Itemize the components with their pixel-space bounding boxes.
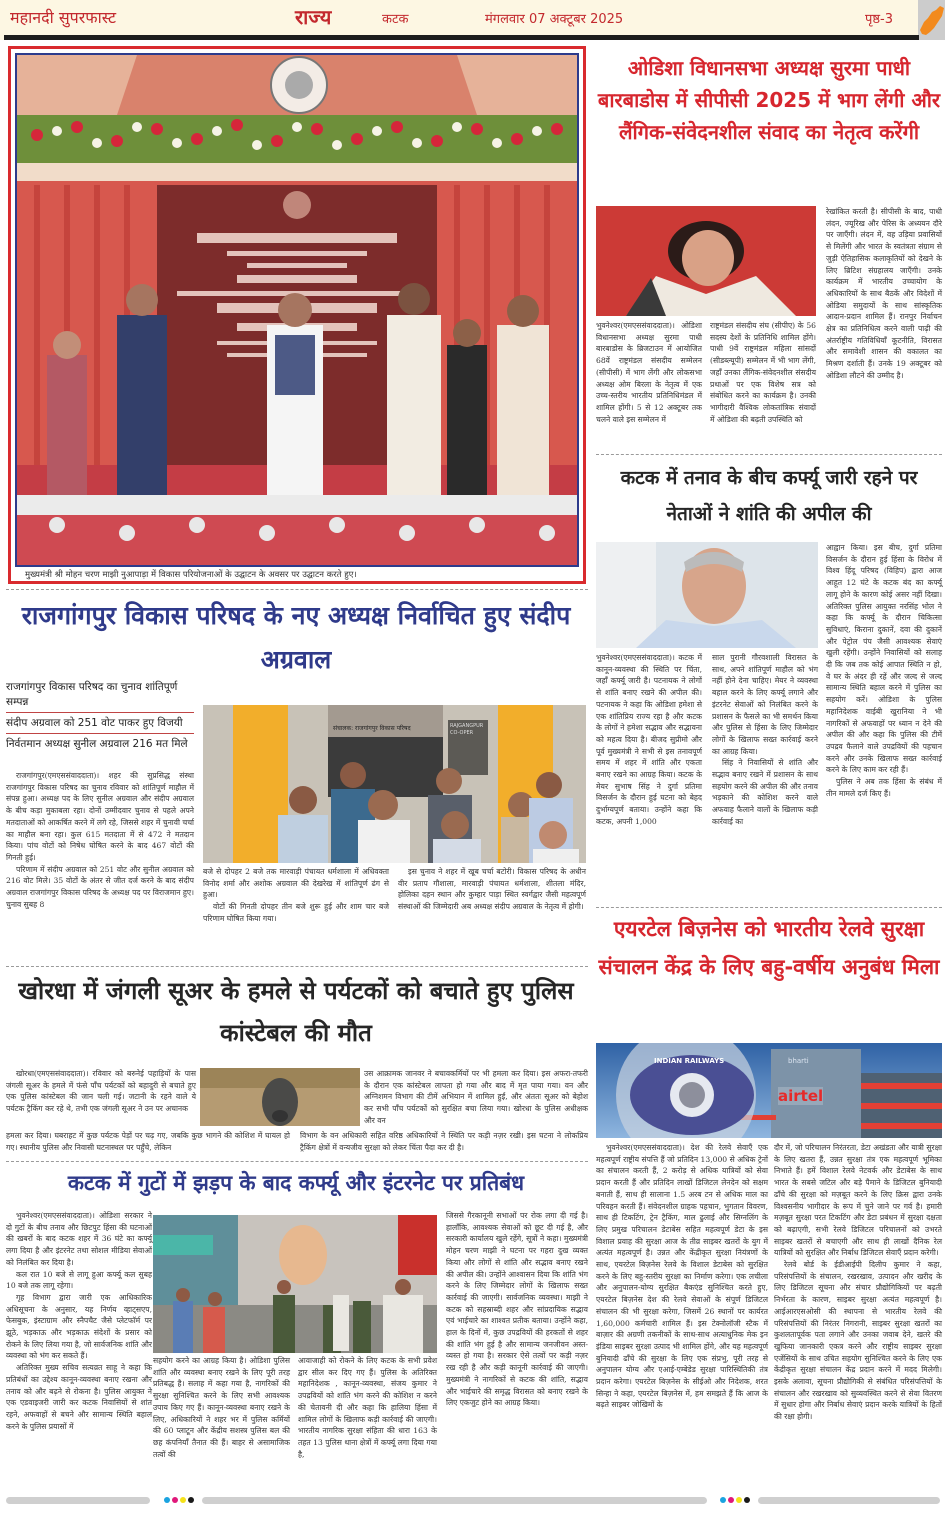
black-mark-icon [744,1497,750,1503]
paragraph: दौर में, जो परिचालन निरंतरता, डेटा अखंडता और यात्री सुरक्षा के लिए खतरा हैं, उन्नत सुरक्षा तंत्र एक महत्वपूर्ण भूमिका निभाते हैं। हमें विशाल रेलवे नेटवर्क और डेटाबेस के साथ भारत के सबसे जटिल और बड़े पैमाने के डिजिटल बुनियादी ढाँचे की सुरक्षा को मज़बूत करने के लिए क्रिस द्वारा उनके विश्वसनीय भागीदार के रूप में चुने जाने पर गर्व है। हमारी मज़बूत सुरक्षा परत टिकटिंग और डेटा प्रबंधन में सुरक्षा दक्षता को बढ़ाएगी, सभी रेलवे डिजिटल परिचालनों को उभरते साइबर खतरों से बचाएगी और साथ ही लाखों दैनिक रेल यात्रियों को सुरक्षित और निर्बाध डिजिटल सेवाएँ प्रदान करेगी। [774,1143,942,1258]
rajgangpur-headline: राजगांगपुर विकास परिषद के नए अध्यक्ष निर्वाचित हुए संदीप अग्रवाल [21,601,571,674]
paper-name: महानदी सुपरफास्ट [10,8,117,27]
section-name: राज्य [295,5,332,29]
issue-date: मंगलवार 07 अक्टूबर 2025 [485,12,624,27]
odisha-map-icon [918,0,945,40]
curfew-photo [153,1215,437,1353]
rajgangpur-subheads [6,680,194,754]
black-mark-icon [188,1497,194,1503]
cyan-mark-icon [720,1497,726,1503]
lead-photo-frame [8,46,586,584]
lead-photo-caption: मुख्यमंत्री श्री मोहन चरण माझी नुआपाड़ा में विकास परियोजनाओं के उद्घाटन के अवसर पर उद्घाटन करते हुए। [25,570,357,580]
curfew-col-4: जिससे गैरकानूनी सभाओं पर रोक लगा दी गई है। हालाँकि, आवश्यक सेवाओं को छूट दी गई है, और सरकारी कार्यालय खुले रहेंगे, सूत्रों ने कहा। मुख्यमंत्री मोहन चरण माझी ने घटना पर गहरा दुख व्यक्त किया और लोगों से शांति और सद्भाव बनाए रखने की अपील की। उन्होंने आश्वासन दिया कि शांति भंग करने के लिए जिम्मेदार लोगों के खिलाफ सख्त कार्रवाई की जाएगी। सार्वजनिक व्यवस्था। माझी ने कटक को सहस्राब्दी शहर और सांप्रदायिक सद्भाव एवं भाईचारे का शाश्वत प्रतीक बताया। उन्होंने कहा, हाल के दिनों में, कुछ उपद्रवियों की हरकतों से शहर की शांति भंग हुई है और सामान्य जनजीवन अस्त-व्यस्त हो गया है। सरकार ऐसे तत्वों पर कड़ी नज़र रख रही है और कड़ी कानूनी कार्रवाई की जाएगी। मुख्यमंत्री ने नागरिकों से कटक की शांति, सद्भाव और भाईचारे की समृद्ध विरासत को बनाए रखने के लिए एकजुट होने का आग्रह किया। [446,1211,588,1408]
cuttack-appeal-col-2a [712,652,818,828]
khordha-headline: खोरधा में जंगली सूअर के हमले से पर्यटकों को बचाते हुए पुलिस कांस्टेबल की मौत [18,977,574,1047]
paragraph: बजे से दोपहर 2 बजे तक मारवाड़ी पंचायत धर्मशाला में अधिवक्ता विनोद शर्मा और अशोक अग्रवाल की देखरेख में शांतिपूर्ण ढंग से हुआ। [203,867,389,900]
page-number: पृष्ठ-3 [865,12,894,27]
paragraph: पुलिस ने अब तक हिंसा के संबंध में तीन मामले दर्ज किए हैं। [826,777,942,798]
indian-railways-logo-text: INDIAN RAILWAYS [654,1057,725,1065]
magenta-mark-icon [728,1497,734,1503]
photo-board-text: RAJGANGPUR CO-OPER [450,723,484,736]
divider [6,589,588,590]
airtel-col-2 [774,1142,942,1423]
subhead-1: राजगांगपुर विकास परिषद का चुनाव शांतिपूर्ण सम्पन्न [6,680,194,713]
cuttack-appeal-col-3 [826,542,942,799]
paragraph: उस आक्रामक जानवर ने बचावकर्मियों पर भी हमला कर दिया। इस अफरा-तफरी के दौरान एक कांस्टेबल लापता हो गया और बाद में मृत पाया गया। वन और अग्निशमन विभाग की टीमें अभियान में शामिल हुईं, और अंततः सूअर को बेहोश कर सभी पाँच पर्यटकों को सुरक्षित बचा लिया गया। खोरधा के पुलिस अधीक्षक और वन [364,1069,588,1125]
khordha-col-2-wide: विभाग के वन अधिकारी सहित वरिष्ठ अधिकारियों ने स्थिति पर कड़ी नज़र रखी। इस घटना ने लोकप्रिय ट्रैकिंग क्षेत्रों में वन्यजीव सुरक्षा को लेकर चिंता पैदा कर दी है। [300,1131,588,1152]
paragraph: राजगांगपुर(एमएससंवाददाता)। शहर की सुप्रसिद्ध संस्था राजगांगपुर विकास परिषद का चुनाव रविवार को शांतिपूर्ण माहौल में संपन्न हुआ। अध्यक्ष पद के लिए सुनील अग्रवाल और संदीप अग्रवाल के बीच कड़ा मुकाबला रहा। दोनों उम्मीदवार चुनाव से पहले अपने मतदाताओं को आकर्षित करने में लगे रहे, जिससे शहर में चुनावी चर्चा का माहौल बना रहा। कुल 615 मतदाता में से 472 ने मतदान किया। पांच वोटों को निषेध घोषित करने के बाद 467 वोटों की गिनती हुई। [6,771,194,862]
paragraph: परिणाम में संदीप अग्रवाल को 251 वोट और सुनील अग्रवाल को 216 वोट मिले। 35 वोटों के अंतर से जीत दर्ज करने के बाद संदीप अग्रवाल राजगांगपुर विकास परिषद के अध्यक्ष पद पर विराजमान हुए। चुनाव सुबह 8 [6,864,194,909]
speaker-headline: ओडिशा विधानसभा अध्यक्ष सुरमा पाधी बारबाडोस में सीपीसी 2025 में भाग लेंगी और लैंगिक-संवेदनशील संवाद का नेतृत्व करेंगी [597,56,941,144]
paragraph: कल रात 10 बजे से लागू हुआ कर्फ्यू कल सुबह 10 बजे तक लागू रहेगा। [6,1269,152,1291]
boar-photo [200,1068,360,1126]
curfew-col-1 [6,1210,152,1432]
photo-sign-text: संचालक: राजगांगपुर विकास परिषद [333,725,411,732]
khordha-col-1 [6,1068,196,1115]
cyan-mark-icon [164,1497,170,1503]
masthead [0,0,945,40]
paragraph: खोरधा(एमएससंवाददाता)। रविवार को बरुनेई पहाड़ियों के पास जंगली सूअर के हमले में फंसे पाँच पर्यटकों को बहादुरी से बचाते हुए एक पुलिस कांस्टेबल की जान चली गई। जटानी के रहने वाले ये पर्यटक ट्रैकिंग कर रहे थे, तभी एक जंगली सूअर ने उन पर अचानक [6,1069,196,1114]
paragraph: भुवनेश्वर(एमएससंवाददाता)। ओडिशा सरकार ने दो गुटों के बीच तनाव और छिटपुट हिंसा की घटनाओं की खबरों के बाद कटक शहर में 36 घंटे का कर्फ्यू लगा दिया है और इंटरनेट तथा सोशल मीडिया सेवाओं को निलंबित कर दिया है। [6,1211,152,1267]
rajgangpur-photo [203,705,586,863]
paragraph: साल पुरानी गौरवशाली विरासत के साथ, अपने शांतिपूर्ण माहौल को भंग नहीं होने देना चाहिए। मेयर ने व्यवस्था बहाल करने के लिए कर्फ्यू लगाने और इंटरनेट सेवाओं को निलंबित करने के प्रशासन के फैसले का भी समर्थन किया और पुलिस से हिंसा के लिए जिम्मेदार लोगों के खिलाफ सख्त कार्रवाई करने का आग्रह किया। [712,653,818,756]
yellow-mark-icon [736,1497,742,1503]
khordha-col-1-wide: हमला कर दिया। घबराहट में कुछ पर्यटक पेड़ों पर चढ़ गए, जबकि कुछ भागने की कोशिश में घायल हो गए। स्थानीय पुलिस और निवासी घटनास्थल पर पहुँचे, लेकिन [6,1131,290,1152]
paragraph: इस चुनाव ने शहर में खूब चर्चा बटोरी। विकास परिषद के अधीन वीर प्रताप गौशाला, मारवाड़ी पंचायत धर्मशाला, शीतला मंदिर, होलिका दहन स्थान और कुम्हार पाड़ा स्थित स्वर्गद्वार जैसी महत्वपूर्ण संस्थाओं की जिम्मेदारी अब अध्यक्ष संदीप अग्रवाल के नेतृत्व में होगी। [398,867,586,912]
cuttack-appeal-col-1: भुवनेश्वर(एमएससंवाददाता)। कटक में कानून-व्यवस्था की स्थिति पर चिंता, जहाँ कर्फ्यू जारी है। पटनायक ने लोगों से शांति बनाए रखने की अपील की। पटनायक ने कहा कि ओडिशा हमेशा से एक शांतिप्रिय राज्य रहा है और कटक के लोगों ने हमेशा सद्भाव और सद्भावना को महत्व दिया है। बीजद सुप्रीमो और पूर्व मुख्यमंत्री ने सभी से इस तनावपूर्ण समय में शहर में शांति और एकता बनाए रखने का आग्रह किया। कटक के मेयर सुभाष सिंह ने दुर्गा प्रतिमा विसर्जन के दौरान हुई घटना को बेहद दुर्भाग्यपूर्ण बताया। उन्होंने कहा कि कटक, अपनी 1,000 [596,653,702,826]
registration-marks [720,1497,750,1503]
curfew-col-2: सहयोग करने का आग्रह किया है। ओडिशा पुलिस शांति और व्यवस्था बनाए रखने के लिए पूरी तरह प्रतिबद्ध है। सलाह में कहा गया है, नागरिकों की सुरक्षा सुनिश्चित करने के लिए सभी आवश्यक उपाय किए गए हैं। कानून-व्यवस्था बनाए रखने के लिए, अधिकारियों ने शहर भर में पुलिस कर्मियों की 60 प्लाटून और केंद्रीय सशस्त्र पुलिस बल की छह कंपनियाँ तैनात की हैं। बाहर से असामाजिक तत्वों की [153,1356,290,1459]
magenta-mark-icon [172,1497,178,1503]
paragraph: अतिरिक्त मुख्य सचिव सत्यव्रत साहू ने कहा कि प्रतिबंधों का उद्देश्य कानून-व्यवस्था बनाए रखना और तनाव को और बढ़ने से रोकना है। पुलिस आयुक्त ने एक एडवाइजरी जारी कर कटक निवासियों से शांत रहने, अफवाहों से बचने और सामान्य स्थिति बहाल करने के पुलिस प्रयासों में [6,1363,152,1431]
lead-photo [15,53,579,567]
khordha-col-2 [364,1068,588,1127]
bharti-brand-text: bharti [788,1057,809,1065]
divider [596,907,942,908]
divider [6,966,588,967]
cuttack-appeal-headline: कटक में तनाव के बीच कर्फ्यू जारी रहने पर नेताओं ने शांति की अपील की [620,467,918,525]
rajgangpur-col-1 [6,770,194,910]
speaker-col-2: राष्ट्रमंडल संसदीय संघ (सीपीए) के 56 सदस्य देशों के प्रतिनिधि शामिल होंगे। पाधी 9वें राष्ट्रमंडल महिला सांसदों (सीडब्ल्यूपी) सम्मेलन में भी भाग लेंगी, जहाँ उनका लैंगिक-संवेदनशील संसदीय प्रथाओं पर एक विशेष सत्र को संबोधित करने का कार्यक्रम है। उनकी भागीदारी वैश्विक लोकतांत्रिक संवादों में ओडिशा की बढ़ती उपस्थिति को [710,321,816,424]
rajgangpur-col-2 [203,866,389,925]
speaker-col-3: रेखांकित करती है। सीपीसी के बाद, पाधी लंदन, ज्यूरिख और पेरिस के अध्ययन दौरे पर जाएँगी। लंदन में, वह उड़िया प्रवासियों से मिलेंगी और भारत के स्वतंत्रता संग्राम से जुड़ी ऐतिहासिक कलाकृतियों को देखने के लिए ब्रिटिश संग्रहालय जाएँगी। उनके कार्यक्रम में भारतीय उच्चायोग के अधिकारियों के साथ बैठकें और विदेशों में ओडिया समुदायों के साथ सांस्कृतिक आदान-प्रदान शामिल हैं। रानपुर निर्वाचन क्षेत्र का प्रतिनिधित्व करने वाली पाढ़ी की अंतर्राष्ट्रीय गतिविधियाँ कूटनीति, विरासत और समावेशी शासन की वकालत का मिश्रण दर्शाती हैं। उनके 19 अक्टूबर को ओडिशा लौटने की उम्मीद है। [826,207,942,380]
airtel-brand-text: airtel [778,1087,824,1105]
cuttack-curfew-headline: कटक में गुटों में झड़प के बाद कर्फ्यू और इंटरनेट पर प्रतिबंध [67,1171,525,1195]
footer-bar-right [758,1497,940,1504]
rajgangpur-col-3 [398,866,586,913]
registration-marks [164,1497,194,1503]
airtel-col-1 [596,1142,768,1411]
airtel-railways-photo [596,1043,942,1138]
paragraph: आह्वान किया। इस बीच, दुर्गा प्रतिमा विसर्जन के दौरान हुई हिंसा के विरोध में विश्व हिंदू परिषद (विहिप) द्वारा आज आहूत 12 घंटे के कटक बंद का कर्फ्यू लागू होने के कारण कोई असर नहीं दिखा। अतिरिक्त पुलिस आयुक्त नरसिंह भोल ने कहा कि कर्फ्यू के दौरान चिकित्सा सुविधाएं, किराना दुकानें, दवा की दुकानें और पेट्रोल पंप जैसी आवश्यक सेवाएं खुली रहेंगी। उन्होंने निवासियों को सलाह दी कि जब तक कोई आपात स्थिति न हो, वे घर के अंदर ही रहें और जल्द से जल्द सामान्य स्थिति बहाल करने में पुलिस का सहयोग करें। ओडिशा के पुलिस महानिदेशक वाईबी खुरानिया ने भी नागरिकों से अफवाहों पर ध्यान न देने की अपील की और कहा कि पुलिस की टीमें उपद्रव फैलाने वाले उपद्रवियों की पहचान करने और उनके खिलाफ सख्त कार्रवाई करने के लिए काम कर रही हैं। [826,543,942,775]
subhead-2: संदीप अग्रवाल को 251 वोट पाकर हुए विजयी [6,716,194,734]
divider [6,1161,588,1162]
paragraph: रेलवे बोर्ड के ईडीआईपी दिलीप कुमार ने कहा, परिसंपत्तियों के संचालन, रखरखाव, उत्पादन और खरीद के लिए डिजिटल सूचना और संचार प्रौद्योगिकियों पर बढ़ती निर्भरता के कारण, साइबर सुरक्षा अत्यंत महत्वपूर्ण है। आईआरएसओसी की स्थापना से भारतीय रेलवे की परिसंपत्तियों की निरंतर निगरानी, साइबर सुरक्षा खतरों का कुशलतापूर्वक पता लगाने और उनका जवाब देने, खतरे की खुफिया जानकारी एकत्र करने और राष्ट्रीय साइबर सुरक्षा एजेंसियों के साथ उचित सहयोग सुनिश्चित करने के लिए एक केंद्रीकृत सुरक्षा संचालन केंद्र प्रदान करने में मदद मिलेगी। इसके अलावा, सूचना प्रौद्योगिकी से संबंधित परिसंपत्तियों के संचालन और रखरखाव को सुव्यवस्थित करने से सेवा वितरण में सुधार होगा और निर्बाध सेवाएं प्रदान करके यात्रियों के हितों की रक्षा होगी। [774,1260,942,1422]
paragraph: सिंह ने निवासियों से शांति और सद्भाव बनाए रखने में प्रशासन के साथ सहयोग करने की अपील की और तनाव भड़काने की कोशिश करने वाले अफवाह फैलाने वालों के खिलाफ कड़ी कार्रवाई का [712,758,818,826]
speaker-col-1: भुवनेश्वर(एमएससंवाददाता)। ओडिशा विधानसभा अध्यक्ष सुरमा पाधी बारबाडोस के ब्रिजटाउन में आयोजित 68वें राष्ट्रमंडल संसदीय सम्मेलन (सीपीसी) में भाग लेंगी और लोकसभा अध्यक्ष ओम बिरला के नेतृत्व में एक उच्च-स्तरीय भारतीय प्रतिनिधिमंडल में शामिल होंगी। 5 से 12 अक्टूबर तक चलने वाले इस सम्मेलन में [596,321,702,424]
edition-city: कटक [382,12,409,27]
curfew-col-3: आवाजाही को रोकने के लिए कटक के सभी प्रवेश द्वार सील कर दिए गए हैं। पुलिस के अतिरिक्त महानिदेशक , कानून-व्यवस्था, संजय कुमार ने उपद्रवियों को शांति भंग करने की कोशिश न करने की चेतावनी दी और कहा कि हालिया हिंसा में शामिल लोगों के खिलाफ कड़ी कार्रवाई की जाएगी। भारतीय नागरिक सुरक्षा संहिता की धारा 163 के तहत 13 पुलिस थाना क्षेत्रों में कर्फ्यू लगा दिया गया है, [298,1356,437,1459]
masthead-rule [4,35,919,40]
yellow-mark-icon [180,1497,186,1503]
paragraph: भुवनेश्वर(एमएससंवाददाता)। देश की रेलवे सेवाएँ एक महत्वपूर्ण राष्ट्रीय संपत्ति हैं जो प्रतिदिन 13,000 से अधिक ट्रेनों का संचालन करती हैं, 2 करोड़ से अधिक यात्रियों को सेवा प्रदान करती हैं और प्रतिदिन लाखों डिजिटल लेनदेन को सक्षम बनाती हैं, साथ ही सालाना 1.5 अरब टन से अधिक माल का परिवहन करती हैं। संवेदनशील ग्राहक पहचान, भुगतान विवरण, साथ ही टिकटिंग, ट्रेन ट्रैकिंग, माल ढुलाई और सिग्नलिंग के लिए प्रमुख परिचालन डेटाबेस सहित महत्वपूर्ण डेटा के इस विशाल प्रवाह की सुरक्षा आज के तीव्र साइबर खतरों के युग में अत्यंत महत्वपूर्ण है। उन्नत और केंद्रीकृत सुरक्षा नियंत्रणों के साथ, एयरटेल बिज़नेस रेलवे के विशाल डेटाबेस को सुरक्षित करने के लिए बहु-स्तरीय सुरक्षा का निर्माण करेगा। एक लचीला और अनुपालन-योग्य सुरक्षित बैकएंड सुनिश्चित करते हुए, एयरटेल बिज़नेस देश की रेलवे सेवाओं के संपूर्ण डिजिटल संचालन की भी सुरक्षा करेगा, जिसमें 26 स्थानों पर कार्यरत 1,60,000 कर्मचारी शामिल हैं। इस टेक्नोलॉजी स्टैक में बाज़ार की अग्रणी तकनीकों के साथ-साथ अत्याधुनिक मेक इन इंडिया साइबर सुरक्षा उत्पाद भी शामिल होंगे, और यह महत्वपूर्ण बुनियादी ढाँचे की सुरक्षा के लिए एक संप्रभु, पूरी तरह से अनुपालन योग्य और एआई-एम्बेडेड सुरक्षा पारिस्थितिकी तंत्र प्रदान करेगा। एयरटेल बिज़नेस के सीईओ और निदेशक, शरत सिन्हा ने कहा, एयरटेल बिज़नेस में, हम समझते हैं कि आज के बढ़ते साइबर जोखिमों के [596,1143,768,1410]
footer-bar-mid [202,1497,707,1504]
patnaik-photo [596,542,818,648]
footer-bar-left [6,1497,150,1504]
speaker-photo [596,206,816,316]
paragraph: गृह विभाग द्वारा जारी एक आधिकारिक अधिसूचना के अनुसार, यह निर्णय व्हाट्सएप, फेसबुक, इंस्टाग्राम और स्नैपचैट जैसे प्लेटफॉर्म पर झूठे, भड़काऊ और भड़काऊ संदेशों के प्रसार को रोकने के लिए लिया गया है, जो सार्वजनिक शांति और व्यवस्था को भंग कर सकते हैं। [6,1292,152,1361]
divider [596,454,942,455]
paragraph: वोटों की गिनती दोपहर तीन बजे शुरू हुई और शाम चार बजे परिणाम घोषित किया गया। [203,902,389,923]
airtel-headline: एयरटेल बिज़नेस को भारतीय रेलवे सुरक्षा संचालन केंद्र के लिए बहु-वर्षीय अनुबंध मिला [598,917,940,979]
subhead-3: निर्वतमान अध्यक्ष सुनील अग्रवाल 216 मत मिले [6,738,188,750]
